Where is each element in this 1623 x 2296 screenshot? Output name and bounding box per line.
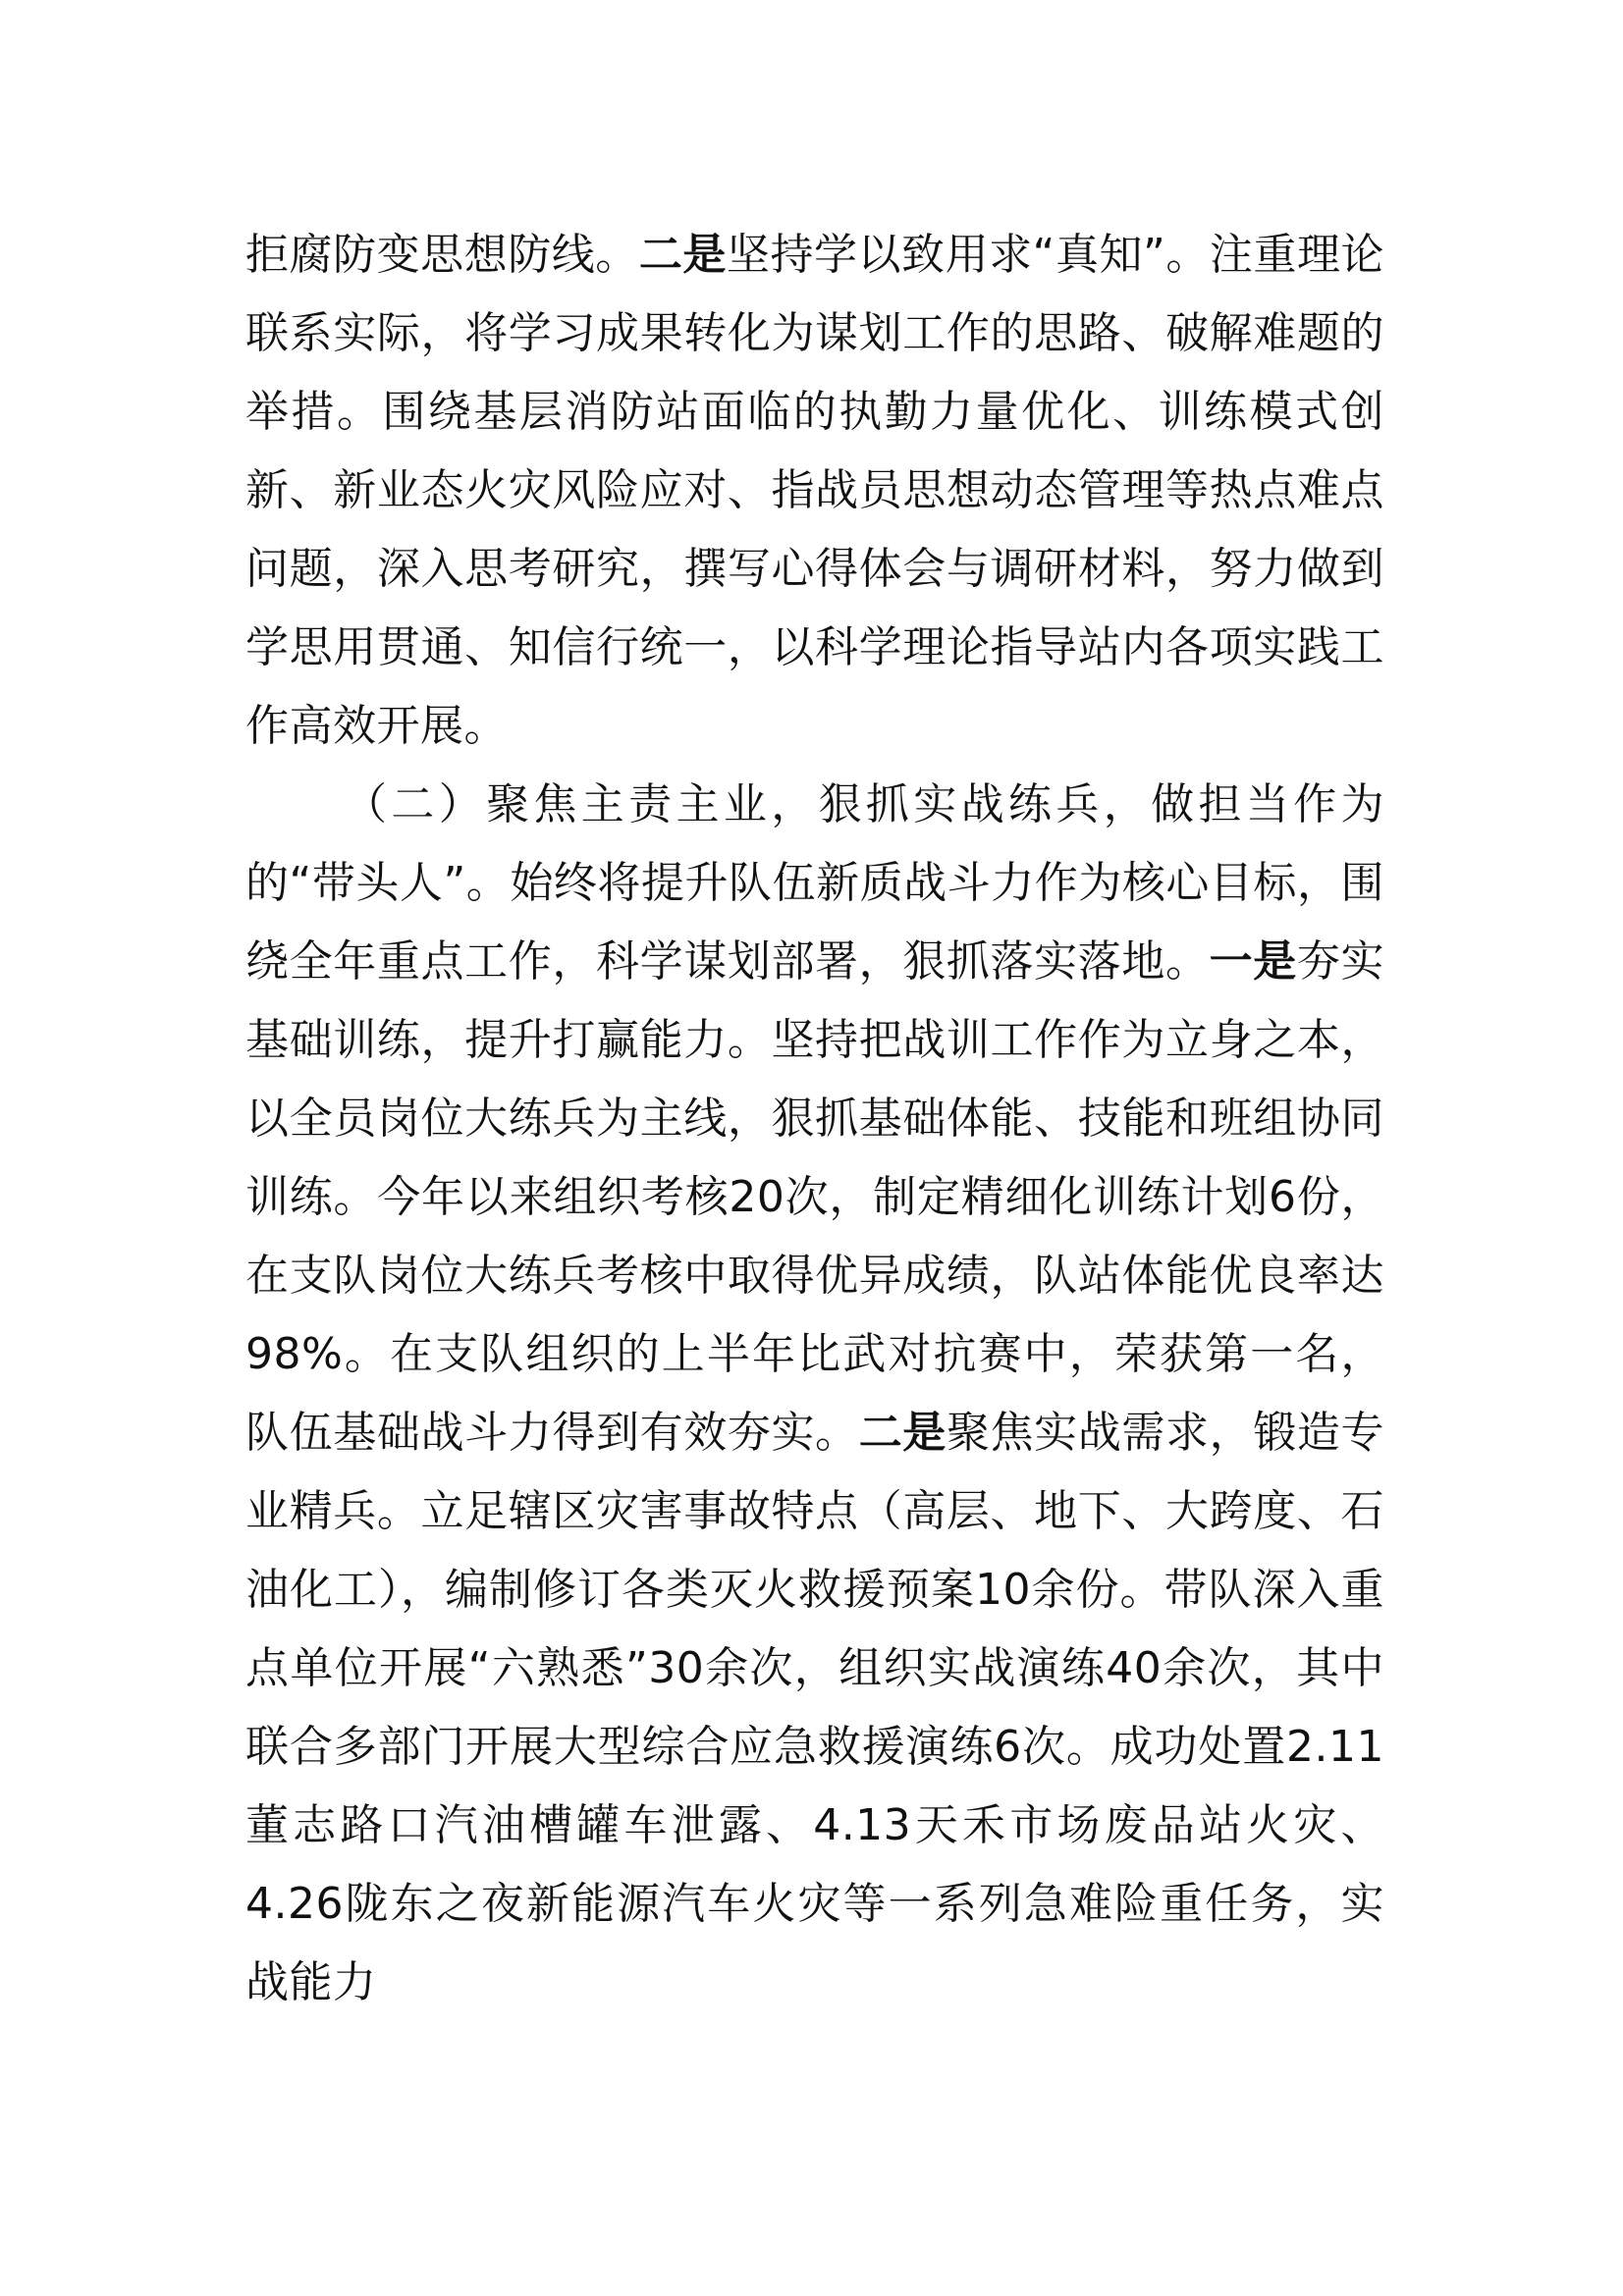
emphasis-label: 二是 (858, 1408, 947, 1458)
emphasis-label: 一是 (1209, 936, 1297, 987)
paragraph-1 (245, 216, 1384, 766)
text-segment: 坚持学以致用求“真知”。注重理论联系实际，将学习成果转化为谋划工作的思路、破解难题的举措。围绕基层消防站面临的执勤力量优化、训练模式创新、新业态火灾风险应对、指战员思想动态管理等热点难点问题，深入思考研究，撰写心得体会与调研材料，努力做到学思用贯通、知信行统一，以科学理论指导站内各项实践工作高效开展。 (245, 230, 1385, 751)
emphasis-label: 二是 (638, 230, 727, 280)
text-segment: 拒腐防变思想防线。 (245, 230, 639, 280)
text-segment: 夯实基础训练，提升打赢能力。坚持把战训工作作为立身之本，以全员岗位大练兵为主线，狠抓基础体能、技能和班组协同训练。今年以来组织考核20次，制定精细化训练计划6份，在支队岗位大练兵考核中取得优异成绩，队站体能优良率达98%。在支队组织的上半年比武对抗赛中，荣获第一名，队伍基础战斗力得到有效夯实。 (245, 936, 1385, 1458)
text-segment: 聚焦实战需求，锻造专业精兵。立足辖区灾害事故特点（高层、地下、大跨度、石油化工），编制修订各类灭火救援预案10余份。带队深入重点单位开展“六熟悉”30余次，组织实战演练40余次，其中联合多部门开展大型综合应急救援演练6次。成功处置2.11董志路口汽油槽罐车泄露、4.13天禾市场废品站火灾、4.26陇东之夜新能源汽车火灾等一系列急难险重任务，实战能力 (245, 1408, 1385, 2007)
text-segment: （二）聚焦主责主业，狠抓实战练兵，做担当作为的“带头人”。始终将提升队伍新质战斗力作为核心目标，围绕全年重点工作，科学谋划部署，狠抓落实落地。 (245, 779, 1384, 987)
paragraph-2 (245, 766, 1384, 2022)
document-body (245, 216, 1384, 2022)
